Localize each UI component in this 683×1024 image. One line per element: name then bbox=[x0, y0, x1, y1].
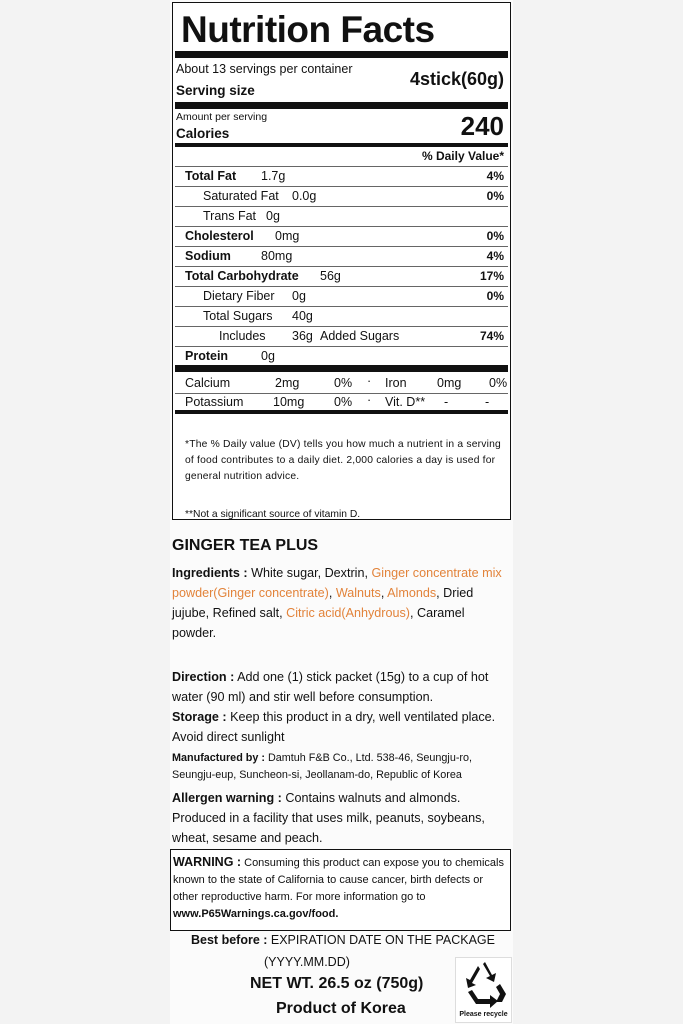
thick-divider bbox=[175, 365, 508, 372]
nutrient-dv: 0% bbox=[486, 229, 504, 243]
divider bbox=[175, 166, 508, 167]
nutrient-label: Protein bbox=[185, 349, 229, 363]
divider bbox=[175, 186, 508, 187]
amount-per-serving: Amount per serving bbox=[176, 111, 268, 123]
nutrient-dv: 17% bbox=[479, 269, 504, 283]
allergen-warning bbox=[172, 788, 512, 848]
divider bbox=[175, 286, 508, 287]
nutrient-label: Cholesterol bbox=[185, 229, 254, 243]
nutrition-facts-panel bbox=[172, 2, 511, 520]
divider bbox=[175, 393, 508, 394]
ingredient-allergen-ginger: Ginger concentrate mix powder(Ginger concentrate) bbox=[172, 566, 502, 600]
country-of-origin: Product of Korea bbox=[276, 1000, 406, 1017]
manufacturer bbox=[172, 750, 512, 784]
recycle-icon bbox=[456, 958, 511, 1010]
allergen-text: Contains walnuts and almonds. Produced in a facility that uses milk, peanuts, soybeans, wheat, sesame and peach. bbox=[172, 791, 485, 845]
footnote-vitamin-d: **Not a significant source of vitamin D. bbox=[185, 509, 361, 520]
divider bbox=[175, 266, 508, 267]
nutrient-label: Dietary Fiber bbox=[203, 289, 275, 303]
allergen-label: Allergen warning : bbox=[172, 791, 282, 805]
servings-per-container: About 13 servings per container bbox=[176, 62, 353, 76]
nutrient-label: Total Carbohydrate bbox=[185, 269, 299, 283]
mineral-amount: - bbox=[444, 395, 449, 409]
ingredients-text: White sugar, Dextrin, bbox=[247, 566, 372, 580]
direction bbox=[172, 667, 512, 707]
nutrient-label: Trans Fat bbox=[203, 209, 257, 223]
ingredients bbox=[172, 563, 512, 643]
storage bbox=[172, 707, 512, 747]
nutrient-dv: 4% bbox=[486, 249, 504, 263]
nutrient-amount: 0.0g bbox=[292, 189, 317, 203]
divider bbox=[175, 346, 508, 347]
storage-text: Keep this product in a dry, well ventilated place. Avoid direct sunlight bbox=[172, 710, 496, 744]
calories-value: 240 bbox=[460, 111, 504, 141]
storage-label: Storage : bbox=[172, 710, 227, 724]
best-before bbox=[191, 933, 495, 947]
ingredients-separator: , bbox=[380, 586, 388, 600]
ingredient-allergen-almonds: Almonds bbox=[387, 586, 437, 600]
prop65-warning bbox=[173, 854, 507, 923]
divider bbox=[175, 306, 508, 307]
serving-size-label: Serving size bbox=[176, 83, 255, 98]
nutrient-amount: 0g bbox=[266, 209, 280, 223]
recycle-badge bbox=[455, 957, 512, 1023]
direction-text: Add one (1) stick packet (15g) to a cup of hot water (90 ml) and stir well before consumption. bbox=[172, 670, 489, 704]
mineral-amount: 2mg bbox=[275, 376, 300, 390]
divider bbox=[175, 226, 508, 227]
thick-divider bbox=[175, 102, 508, 109]
ingredients-label: Ingredients : bbox=[172, 566, 248, 580]
bullet-separator: · bbox=[367, 374, 372, 388]
ingredient-allergen-walnuts: Walnuts bbox=[335, 586, 381, 600]
mineral-label: Potassium bbox=[185, 395, 244, 409]
nutrient-label: Sodium bbox=[185, 249, 231, 263]
best-before-text: EXPIRATION DATE ON THE PACKAGE bbox=[267, 933, 495, 947]
ingredients-text: , Caramel powder. bbox=[172, 606, 465, 640]
manufacturer-label: Manufactured by : bbox=[172, 752, 265, 764]
daily-value-header: % Daily Value* bbox=[421, 149, 504, 163]
mineral-amount: 10mg bbox=[273, 395, 305, 409]
nutrient-dv: 4% bbox=[486, 169, 504, 183]
nutrient-amount: 0mg bbox=[275, 229, 300, 243]
nutrient-label: Includes bbox=[219, 329, 266, 343]
mineral-dv: 0% bbox=[334, 376, 353, 390]
mineral-dv: 0% bbox=[489, 376, 508, 390]
nutrient-dv: 0% bbox=[486, 289, 504, 303]
nutrient-amount: 56g bbox=[320, 269, 341, 283]
warning-label: WARNING : bbox=[173, 855, 242, 869]
net-weight: NET WT. 26.5 oz (750g) bbox=[250, 975, 424, 992]
nutrient-dv: 0% bbox=[486, 189, 504, 203]
divider bbox=[175, 326, 508, 327]
recycle-label: Please recycle bbox=[459, 1011, 508, 1018]
mineral-dv: 0% bbox=[334, 395, 353, 409]
medium-divider bbox=[175, 143, 508, 147]
mineral-amount: 0mg bbox=[437, 376, 462, 390]
nutrient-amount: 0g bbox=[292, 289, 306, 303]
nutrient-amount: 36g bbox=[292, 329, 313, 343]
ingredient-citric-acid: Citric acid(Anhydrous) bbox=[286, 606, 411, 620]
mineral-label: Iron bbox=[385, 376, 407, 390]
manufacturer-text: Damtuh F&B Co., Ltd. 538-46, Seungju-ro, Seungju-eup, Suncheon-si, Jeollanam-do, Republic of Korea bbox=[172, 752, 473, 781]
nutrient-amount: 1.7g bbox=[261, 169, 286, 183]
nutrient-amount: 80mg bbox=[261, 249, 293, 263]
bullet-separator: · bbox=[367, 393, 372, 407]
best-before-format: (YYYY.MM.DD) bbox=[264, 955, 350, 969]
mineral-label: Calcium bbox=[185, 376, 231, 390]
warning-text: Consuming this product can expose you to chemicals known to the state of California to cause cancer, birth defects or other reproductive harm. For more information go to bbox=[173, 857, 504, 903]
ingredients-text: , Dried jujube, Refined salt, bbox=[172, 586, 474, 620]
nutrient-dv: 74% bbox=[479, 329, 504, 343]
thick-divider bbox=[175, 51, 508, 58]
footnote-daily-value: *The % Daily value (DV) tells you how much a nutrient in a serving of food contributes to a daily diet. 2,000 calories a day is used for general nutrition advice. bbox=[185, 439, 501, 482]
medium-divider bbox=[175, 410, 508, 414]
divider bbox=[175, 206, 508, 207]
nutrient-amount: 0g bbox=[261, 349, 275, 363]
ingredients-separator: , bbox=[328, 586, 336, 600]
nutrition-title: Nutrition Facts bbox=[181, 9, 435, 50]
serving-size-value: 4stick(60g) bbox=[409, 69, 504, 89]
best-before-label: Best before : bbox=[191, 933, 268, 947]
added-sugars-label: Added Sugars bbox=[320, 329, 400, 343]
divider bbox=[175, 246, 508, 247]
product-name: GINGER TEA PLUS bbox=[172, 537, 319, 554]
nutrient-label: Total Sugars bbox=[203, 309, 273, 323]
nutrient-label: Saturated Fat bbox=[203, 189, 279, 203]
mineral-dv: - bbox=[485, 395, 490, 409]
nutrient-label: Total Fat bbox=[185, 169, 237, 183]
mineral-label: Vit. D** bbox=[385, 395, 426, 409]
warning-link[interactable]: www.P65Warnings.ca.gov/food. bbox=[173, 908, 339, 920]
direction-label: Direction : bbox=[172, 670, 235, 684]
calories-label: Calories bbox=[176, 126, 230, 141]
nutrient-amount: 40g bbox=[292, 309, 313, 323]
prop65-warning-box bbox=[170, 849, 511, 931]
